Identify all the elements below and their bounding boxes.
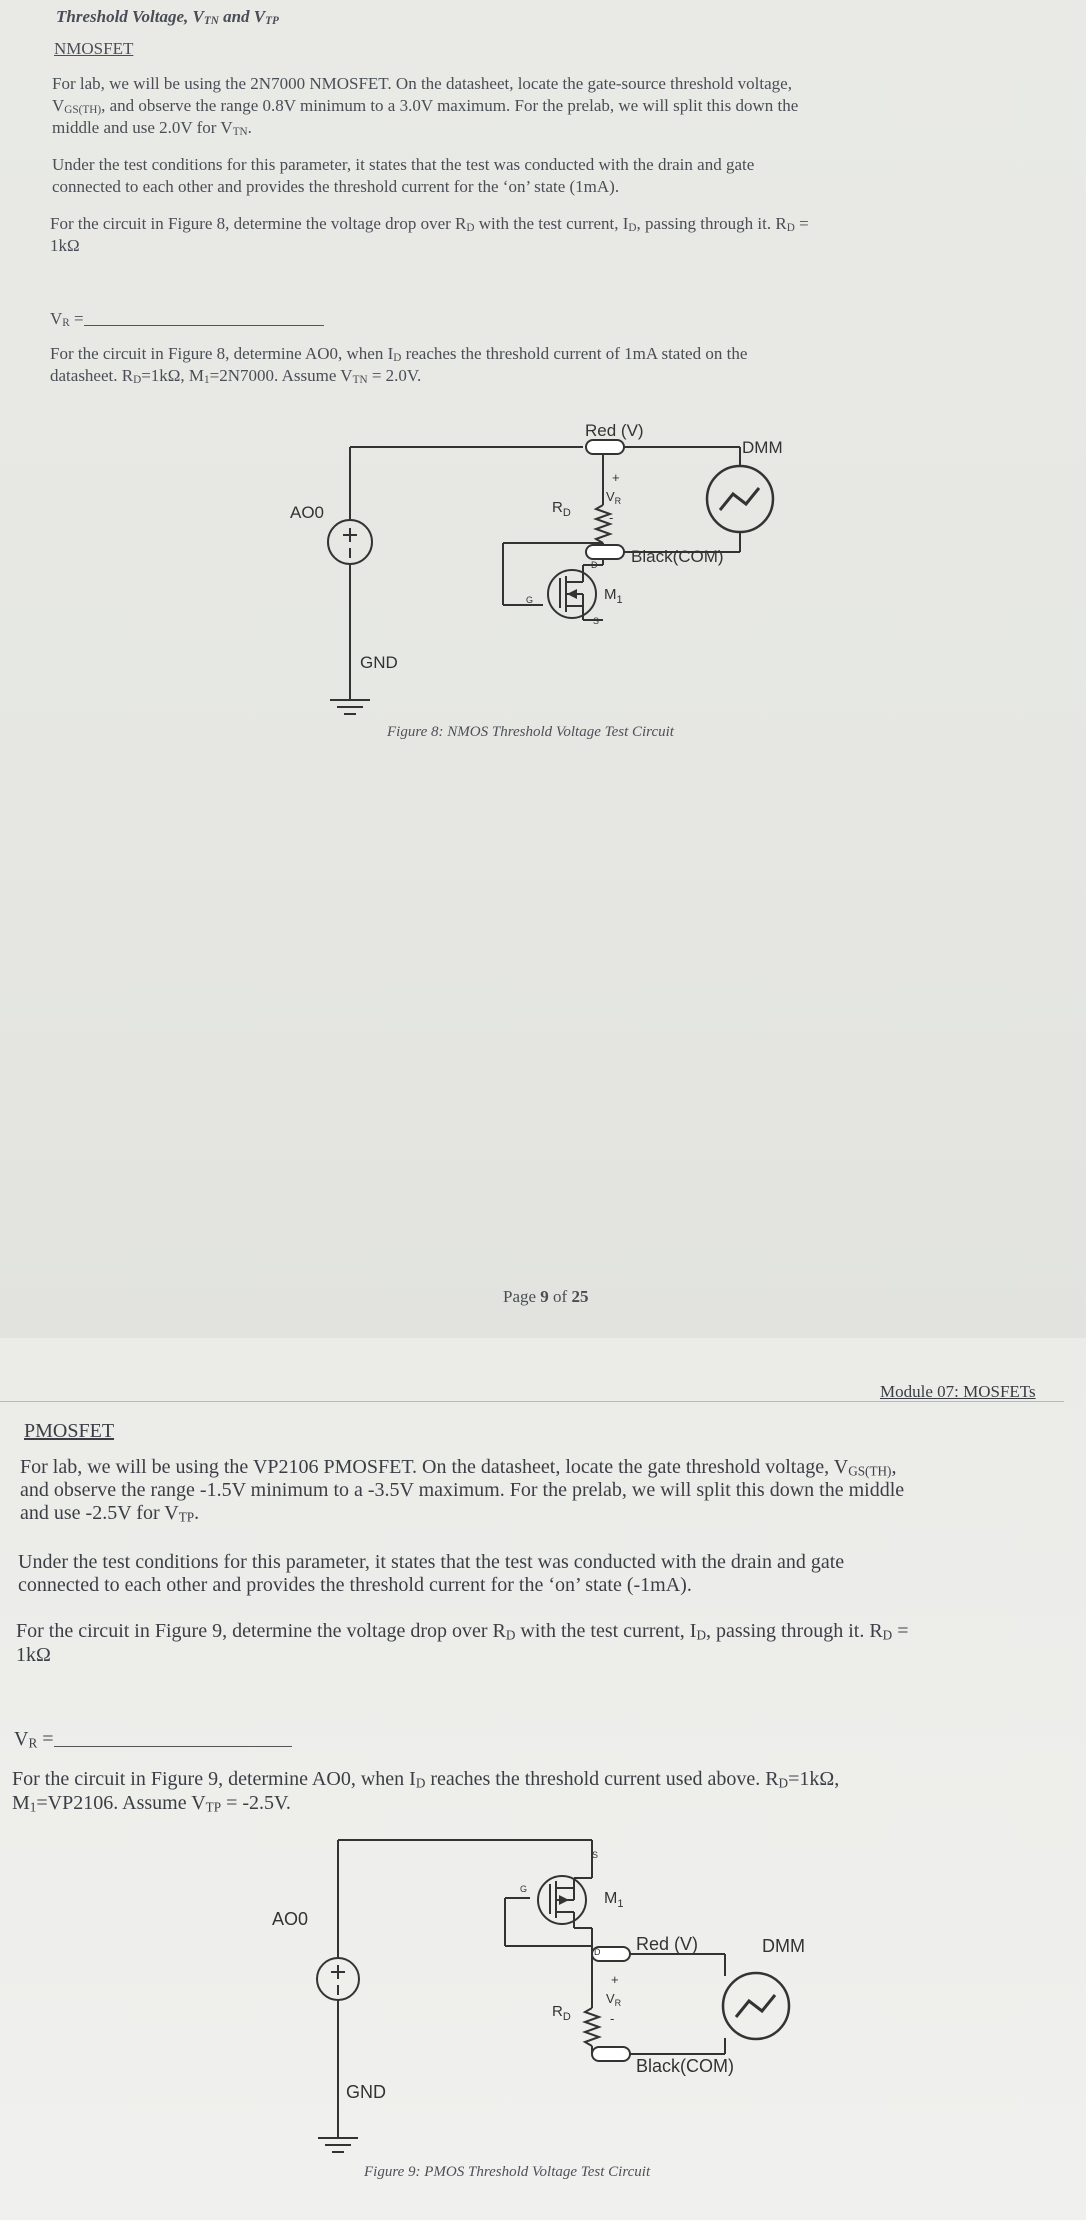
red-probe-label-2: Red (V) bbox=[636, 1934, 699, 1954]
black-probe-label: Black(COM) bbox=[631, 547, 724, 566]
pmos-para3-line2: 1kΩ bbox=[16, 1644, 51, 1666]
vr-plus: + bbox=[612, 470, 620, 485]
pmos-para2-line2: connected to each other and provides the threshold current for the ‘on’ state (-1mA). bbox=[18, 1574, 692, 1596]
vr-plus-2: + bbox=[611, 1972, 619, 1987]
pmos-arrow bbox=[559, 1895, 569, 1905]
vr-minus-2: - bbox=[610, 2011, 615, 2026]
m1-label-2: $M_1$ bbox=[604, 1890, 624, 1910]
rd-resistor bbox=[596, 505, 610, 543]
nmos-para4-line1: For the circuit in Figure 8, determine AO0, when $I_D$ reaches the threshold current of 1mA stated on the bbox=[50, 344, 748, 365]
ao0-label-2: AO0 bbox=[272, 1909, 309, 1929]
pmos-para4-line1: For the circuit in Figure 9, determine AO0, when $I_D$ reaches the threshold current used above. $R_D=1k\Omega$, bbox=[12, 1768, 840, 1791]
page-number: Page 9 of 25 bbox=[503, 1287, 589, 1306]
pmos-para1-line3: and use -2.5V for $V_{TP}$. bbox=[20, 1502, 200, 1525]
vr-minus: - bbox=[609, 510, 614, 525]
drain-label: D bbox=[591, 560, 598, 570]
nmos-para1-line3: middle and use 2.0V for $V_{TN}$. bbox=[52, 118, 252, 139]
nmos-para3-line1: For the circuit in Figure 8, determine the voltage drop over $R_D$ with the test current, $I_D$, passing through it. $R_D$ = bbox=[50, 214, 809, 235]
nmos-para4-line2: datasheet. $R_D=1k\Omega$, $M_1=2N7000$. Assume $V_{TN} = 2.0V$. bbox=[50, 366, 422, 387]
ao0-label: AO0 bbox=[290, 503, 325, 522]
drain-label-2: D bbox=[594, 1947, 601, 1957]
pmos-vr-answer-line[interactable]: $V_R$ = bbox=[14, 1728, 292, 1750]
section-heading-threshold-voltage: Threshold Voltage, $V_{TN}$ and $V_{TP}$ bbox=[56, 7, 279, 28]
pmos-para3-line1: For the circuit in Figure 9, determine the voltage drop over $R_D$ with the test current, $I_D$, passing through it. $R_D$ = bbox=[16, 1620, 909, 1643]
vr-label: $V_R$ bbox=[606, 489, 622, 506]
black-probe-label-2: Black(COM) bbox=[636, 2056, 734, 2076]
black-probe-terminal bbox=[586, 545, 624, 559]
nmos-arrow bbox=[567, 589, 577, 599]
m1-label: $M_1$ bbox=[604, 586, 623, 606]
gnd-label: GND bbox=[360, 653, 398, 672]
figure-8-nmos-circuit bbox=[0, 0, 1086, 760]
nmos-para3-line2: 1kΩ bbox=[50, 236, 80, 255]
document-page-10 bbox=[0, 1338, 1086, 2220]
gnd-label-2: GND bbox=[346, 2082, 386, 2102]
pmos-para1-line1: For lab, we will be using the VP2106 PMOSFET. On the datasheet, locate the gate threshold voltage, $V_{GS(TH)}$, bbox=[20, 1456, 897, 1479]
red-probe-label: Red (V) bbox=[585, 421, 644, 440]
nmosfet-title: NMOSFET bbox=[54, 39, 134, 58]
rd-resistor-2 bbox=[585, 2008, 599, 2046]
pmos-para4-line2: $M_1=VP2106$. Assume $V_{TP} = -2.5V$. bbox=[12, 1792, 291, 1815]
dmm-label-2: DMM bbox=[762, 1936, 805, 1956]
red-probe-terminal bbox=[586, 440, 624, 454]
nmos-para2-line1: Under the test conditions for this parameter, it states that the test was conducted with the drain and gate bbox=[52, 155, 755, 174]
gate-label: G bbox=[526, 595, 534, 605]
source-label-2: S bbox=[592, 1850, 599, 1860]
figure-8-caption: Figure 8: NMOS Threshold Voltage Test Circuit bbox=[387, 724, 674, 740]
vr-label-2: $V_R$ bbox=[606, 1991, 622, 2008]
pmos-para1-line2: and observe the range -1.5V minimum to a -3.5V maximum. For the prelab, we will split this down the middle bbox=[20, 1479, 905, 1501]
rd-label-2: $R_D$ bbox=[552, 2003, 571, 2023]
rd-label: $R_D$ bbox=[552, 499, 571, 519]
dmm-label: DMM bbox=[742, 438, 783, 457]
pmosfet-title: PMOSFET bbox=[24, 1420, 115, 1442]
gate-label-2: G bbox=[520, 1884, 528, 1894]
nmos-para1-line1: For lab, we will be using the 2N7000 NMOSFET. On the datasheet, locate the gate-source threshold voltage, bbox=[52, 74, 792, 93]
nmos-vr-answer-line[interactable]: $V_R$ = bbox=[50, 310, 324, 328]
figure-9-pmos-circuit bbox=[0, 1338, 1086, 2218]
source-label: S bbox=[593, 616, 600, 626]
module-header: Module 07: MOSFETs bbox=[880, 1382, 1036, 1401]
nmos-para2-line2: connected to each other and provides the threshold current for the ‘on’ state (1mA). bbox=[52, 177, 620, 196]
black-probe-terminal-2 bbox=[592, 2047, 630, 2061]
figure-9-caption: Figure 9: PMOS Threshold Voltage Test Circuit bbox=[364, 2164, 651, 2180]
nmos-para1-line2: $V_{GS(TH)}$, and observe the range 0.8V minimum to a 3.0V maximum. For the prelab, we will split this down the bbox=[52, 96, 799, 117]
pmos-para2-line1: Under the test conditions for this parameter, it states that the test was conducted with the drain and gate bbox=[18, 1551, 845, 1573]
